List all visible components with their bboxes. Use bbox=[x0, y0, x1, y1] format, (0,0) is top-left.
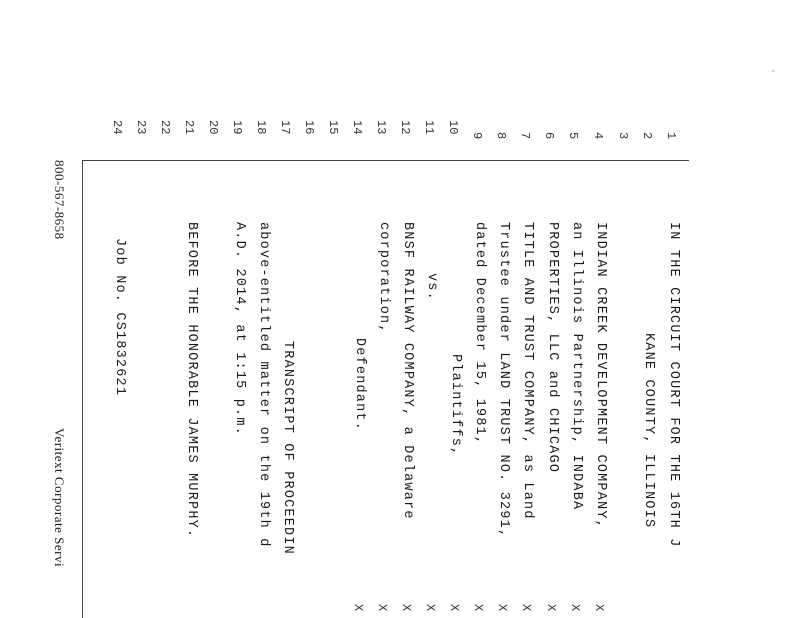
line-number: 12 bbox=[398, 120, 412, 135]
line-number: 6 bbox=[542, 132, 556, 140]
versus-label: vs. bbox=[424, 273, 439, 301]
caption-x-mark: X bbox=[447, 604, 461, 612]
caption-line: dated December 15, 1981, bbox=[472, 222, 487, 446]
caption-line: PROPERTIES, LLC and CHICAGO bbox=[545, 222, 560, 474]
line-number: 8 bbox=[494, 132, 508, 140]
judge-line: BEFORE THE HONORABLE JAMES MURPHY. bbox=[184, 222, 199, 539]
caption-line: INDIAN CREEK DEVELOPMENT COMPANY, bbox=[593, 222, 608, 529]
scan-speck bbox=[772, 70, 774, 72]
defendant-label: Defendant. bbox=[352, 338, 367, 432]
caption-x-mark: X bbox=[471, 604, 485, 612]
job-number: Job No. CS1832621 bbox=[112, 238, 127, 397]
proceedings-line: A.D. 2014, at 1:15 p.m. bbox=[232, 222, 247, 436]
line-number: 15 bbox=[326, 120, 340, 135]
line-number: 24 bbox=[110, 120, 124, 135]
caption-line: BNSF RAILWAY COMPANY, a Delaware bbox=[400, 222, 415, 520]
line-number: 17 bbox=[278, 120, 292, 135]
line-number: 10 bbox=[446, 120, 460, 135]
proceedings-line: above-entitled matter on the 19th d bbox=[256, 222, 271, 548]
transcript-title: TRANSCRIPT OF PROCEEDIN bbox=[280, 341, 295, 555]
line-number: 16 bbox=[302, 120, 316, 135]
footer-phone: 800-567-8658 bbox=[52, 160, 67, 240]
line-number: 23 bbox=[134, 120, 148, 135]
county-heading: KANE COUNTY, ILLINOIS bbox=[641, 333, 656, 529]
line-number: 2 bbox=[640, 132, 654, 140]
line-number: 19 bbox=[230, 120, 244, 135]
line-number: 18 bbox=[254, 120, 268, 135]
caption-x-mark: X bbox=[495, 604, 509, 612]
line-number: 14 bbox=[350, 120, 364, 135]
line-number: 13 bbox=[374, 120, 388, 135]
line-number: 7 bbox=[518, 132, 532, 140]
line-number: 5 bbox=[566, 132, 580, 140]
line-number: 9 bbox=[470, 132, 484, 140]
line-number: 1 bbox=[664, 132, 678, 140]
line-number: 4 bbox=[591, 132, 605, 140]
caption-x-mark: X bbox=[375, 604, 389, 612]
caption-x-mark: X bbox=[399, 604, 413, 612]
court-heading: IN THE CIRCUIT COURT FOR THE 16TH J bbox=[666, 222, 681, 548]
line-number: 21 bbox=[182, 120, 196, 135]
caption-line: corporation, bbox=[376, 222, 391, 334]
line-number: 11 bbox=[422, 120, 436, 135]
line-number: 20 bbox=[206, 120, 220, 135]
caption-line: an Illinois Partnership, INDABA bbox=[569, 222, 584, 511]
caption-x-mark: X bbox=[592, 604, 606, 612]
plaintiffs-label: Plaintiffs, bbox=[448, 354, 463, 457]
caption-x-mark: X bbox=[423, 604, 437, 612]
footer-company: Veritext Corporate Servi bbox=[52, 428, 67, 568]
caption-line: TITLE AND TRUST COMPANY, as Land bbox=[520, 222, 535, 520]
line-number: 3 bbox=[616, 132, 630, 140]
caption-x-mark: X bbox=[519, 604, 533, 612]
caption-x-mark: X bbox=[544, 604, 558, 612]
caption-line: Trustee under LAND TRUST NO. 3291, bbox=[496, 222, 511, 539]
caption-x-mark: X bbox=[568, 604, 582, 612]
line-number: 22 bbox=[158, 120, 172, 135]
caption-x-mark: X bbox=[351, 604, 365, 612]
